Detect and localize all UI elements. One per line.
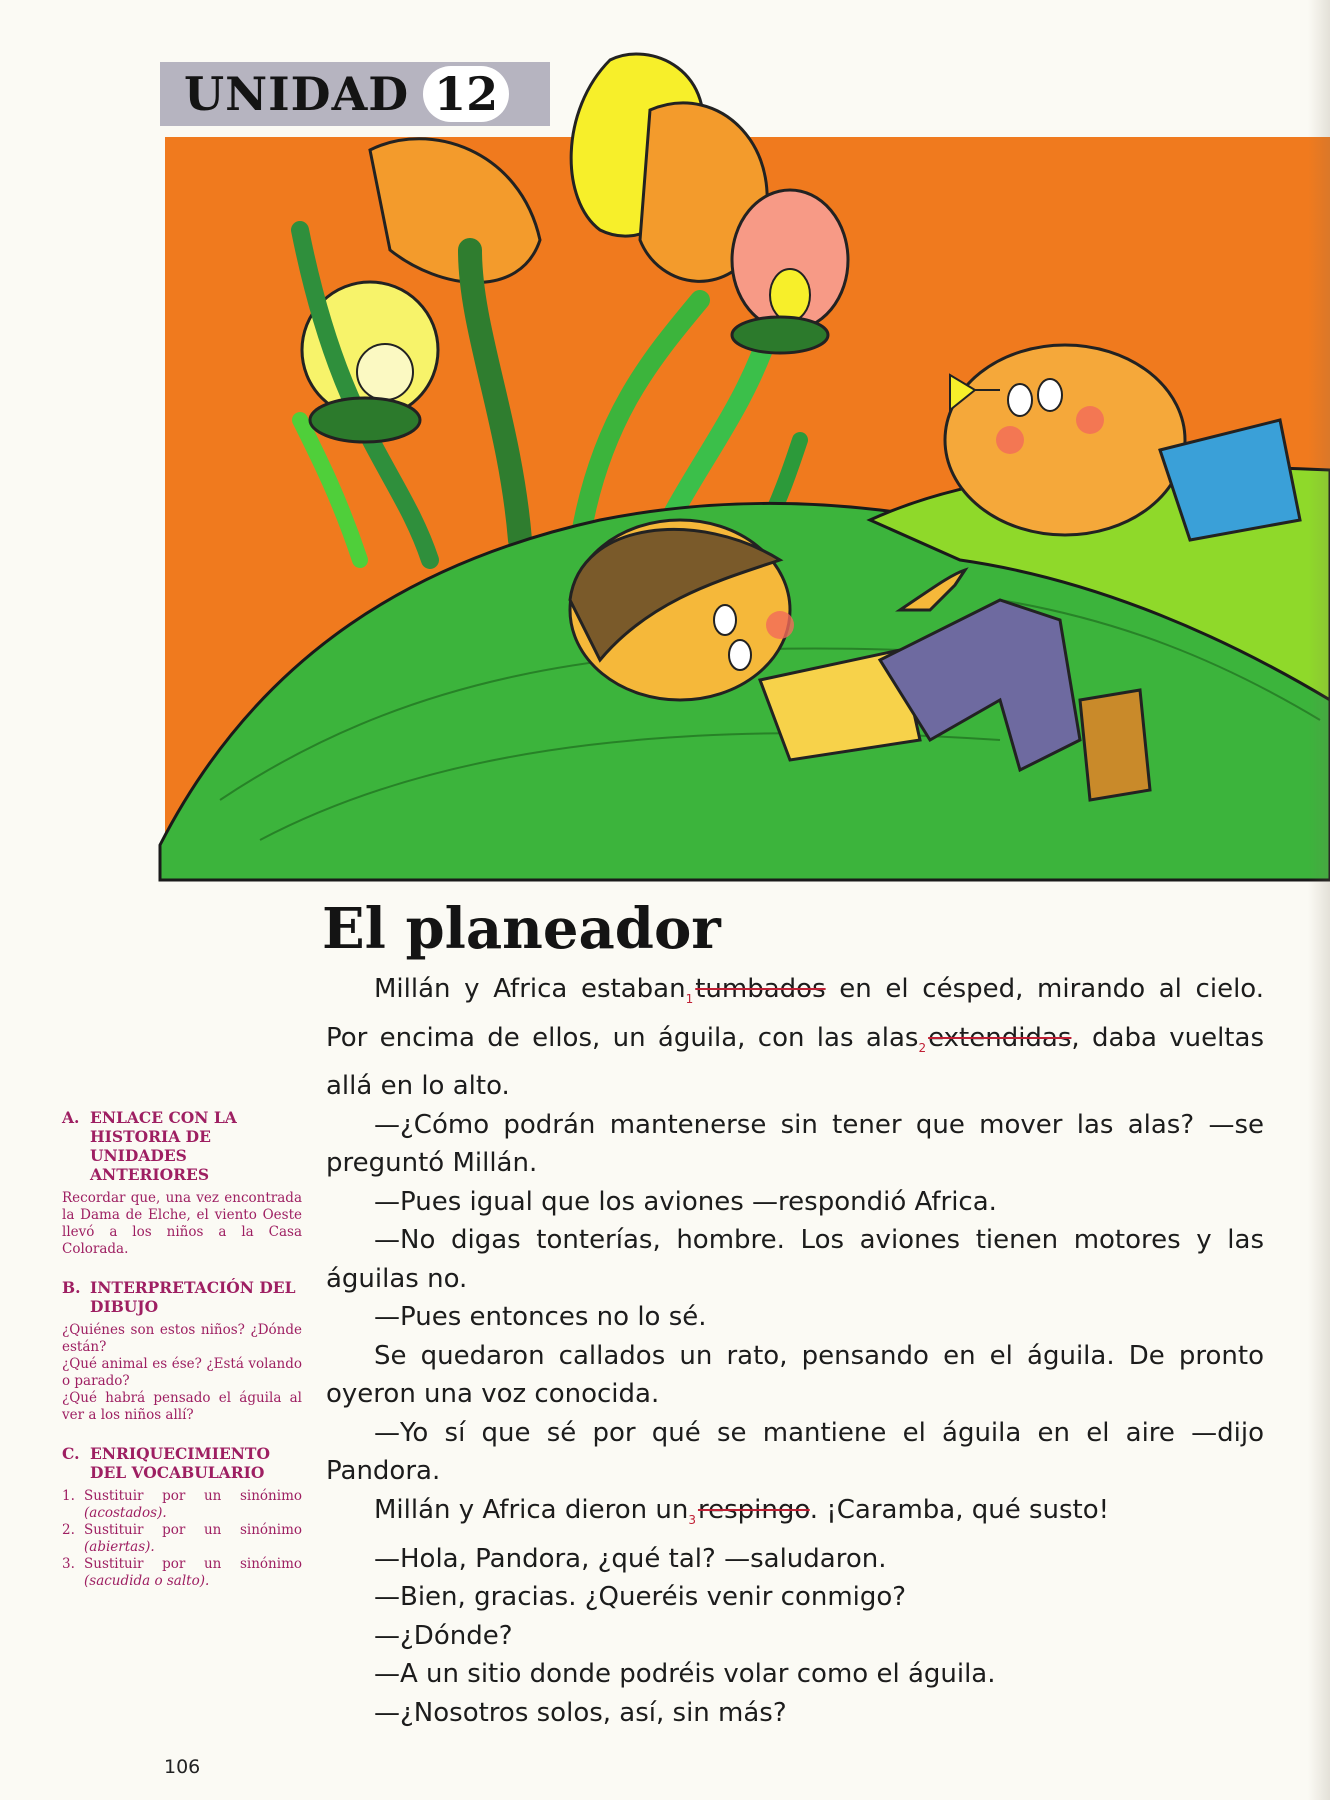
note-line: ¿Qué animal es ése? ¿Está volando o parado? (62, 1356, 302, 1389)
note-heading: C. ENRIQUECIMIENTO DEL VOCABULARIO (62, 1444, 270, 1482)
illustration-children-on-grass (0, 0, 1330, 890)
story-paragraph: Se quedaron callados un rato, pensando en el águila. De pronto oyeron una voz conocida. (326, 1340, 1264, 1410)
note-heading: B. INTERPRETACIÓN DEL DIBUJO (62, 1278, 296, 1316)
note-c (62, 1444, 302, 1590)
note-line: ¿Quiénes son estos niños? ¿Dónde están? (62, 1322, 302, 1355)
vocab-item: 1. Sustituir por un sinónimo (acostados). (62, 1488, 302, 1521)
note-a (62, 1108, 302, 1258)
story-paragraph: —Yo sí que sé por qué se mantiene el águila en el aire —dijo Pandora. (326, 1417, 1264, 1487)
story-paragraph: —Pues igual que los aviones —respondió Africa. (374, 1186, 997, 1217)
margin-notes (62, 1108, 302, 1610)
struck-word: extendidas (928, 1022, 1072, 1053)
vocab-marker: 1 (685, 992, 694, 1007)
vocab-marker: 3 (688, 1513, 696, 1528)
note-body (62, 1488, 302, 1590)
unit-label (160, 62, 550, 126)
unit-word: UNIDAD (184, 67, 410, 121)
story-paragraph: Millán y Africa dieron $un_3respingo$. ¡Caramba, qué susto! (374, 1494, 1110, 1528)
struck-word: tumbados (695, 974, 826, 1004)
story-paragraph: —A un sitio donde podréis volar como el águila. (374, 1659, 996, 1690)
page-number: 106 (164, 1756, 201, 1778)
page-edge-shadow (1308, 0, 1330, 1800)
story-paragraph: —Pues entonces no lo sé. (374, 1302, 707, 1333)
story-paragraph: —Hola, Pandora, ¿qué tal? —saludaron. (374, 1543, 887, 1574)
story-text (326, 970, 1264, 1732)
boy-shoe (1080, 690, 1150, 800)
unit-number: 12 (423, 66, 509, 122)
story-paragraph: —No digas tonterías, hombre. Los aviones tienen motores y las águilas no. (326, 1225, 1264, 1294)
story-paragraph: —¿Cómo podrán mantenerse sin tener que mover las alas? —se preguntó Millán. (326, 1109, 1264, 1179)
note-heading: A. ENLACE CON LA HISTORIA DE UNIDADES ANTERIORES (62, 1108, 237, 1184)
note-body (62, 1322, 302, 1424)
story-paragraph: —Bien, gracias. ¿Queréis venir conmigo? (374, 1582, 907, 1613)
vocab-item: 3. Sustituir por un sinónimo (sacudida o salto). (62, 1556, 302, 1589)
note-body: Recordar que, una vez encontrada la Dama de Elche, el viento Oeste llevó a los niños a la Casa Colorada. (62, 1190, 302, 1257)
story-paragraph: —¿Nosotros solos, así, sin más? (374, 1697, 787, 1728)
struck-word: respingo (697, 1494, 810, 1525)
vocab-item: 2. Sustituir por un sinónimo (abiertas). (62, 1522, 302, 1555)
note-b (62, 1278, 302, 1424)
story-paragraph: —¿Dónde? (374, 1620, 513, 1651)
note-line: ¿Qué habrá pensado el águila al ver a los niños allí? (62, 1390, 302, 1423)
story-title: El planeador (322, 896, 721, 962)
vocab-marker: 2 (918, 1040, 927, 1055)
story-paragraph: Millán y Africa estaban$_1$tumbados en el césped, mirando al cielo. Por encima de ellos, un águila, con las alas$_2$extendidas, daba vueltas allá en lo alto. (326, 974, 1265, 1102)
girl-head (945, 345, 1185, 535)
